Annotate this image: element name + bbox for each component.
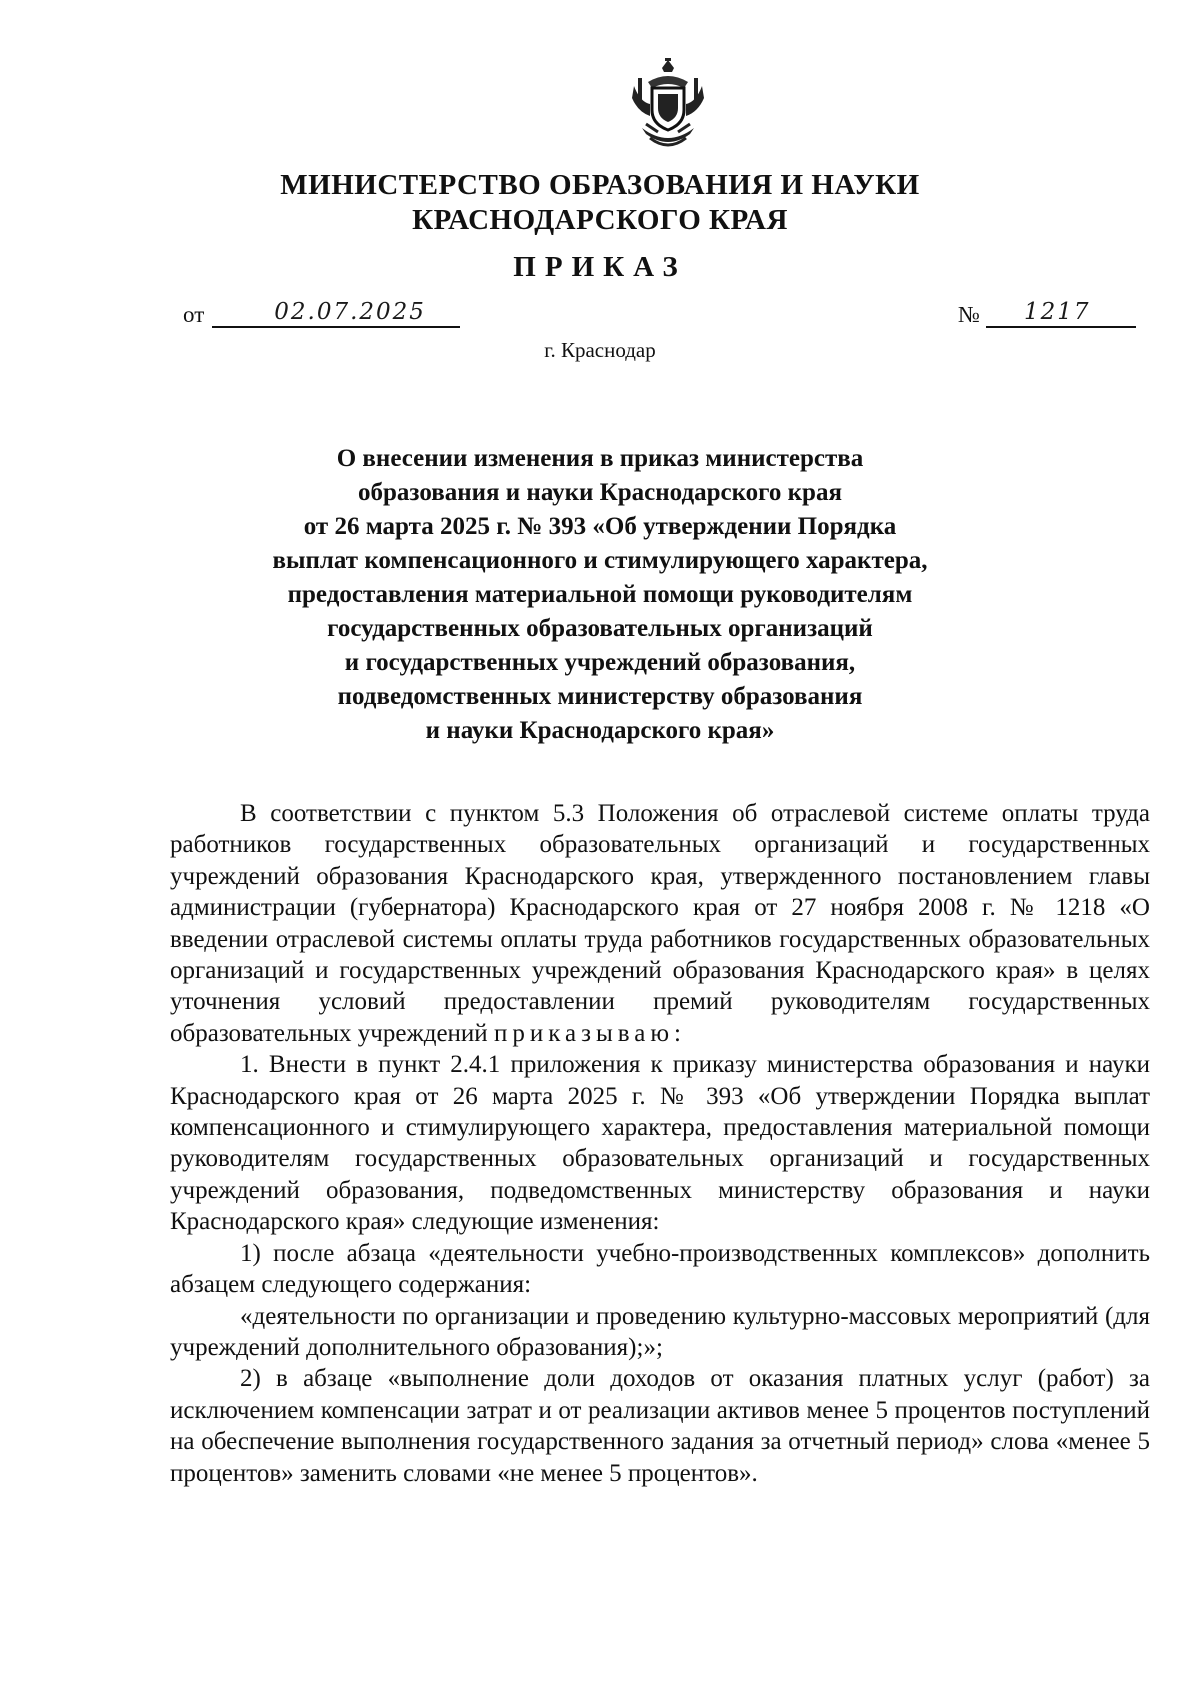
title-line: от 26 марта 2025 г. № 393 «Об утверждении Порядка: [303, 513, 897, 540]
preamble-text: В соответствии с пунктом 5.3 Положения об отраслевой системе оплаты труда работников государственных образовательных организаций и государственных учреждений образования Краснодарского края, утвержденного постановлением главы администрации (губернатора) Краснодарского края от 27 ноября 2008 г. № 1218 «О введении отраслевой системы оплаты труда работников государственных образовательных организаций и государственных учреждений образования Краснодарского края» в целях уточнения условий предоставлении премий руководителям государственных образовательных учреждений: [170, 800, 1150, 1047]
title-line: образования и науки Краснодарского края: [358, 479, 842, 506]
order-body: [170, 798, 1150, 1489]
order-title: [0, 442, 1200, 748]
order-word: приказываю:: [493, 1019, 686, 1047]
item-1-1-quote: «деятельности по организации и проведению культурно-массовых мероприятий (для учреждений дополнительного образования);»;: [170, 1302, 1150, 1361]
city: г. Краснодар: [544, 338, 656, 362]
order-number: [958, 298, 1136, 328]
title-line: подведомственных министерству образования: [337, 683, 863, 710]
title-line: и государственных учреждений образования,: [344, 649, 856, 676]
title-line: государственных образовательных организаций: [327, 615, 873, 642]
item-1-1-paragraph: 1) после абзаца «деятельности учебно-производственных комплексов» дополнить абзацем следующего содержания:: [170, 1239, 1150, 1299]
ministry-line-1: МИНИСТЕРСТВО ОБРАЗОВАНИЯ И НАУКИ: [280, 169, 920, 201]
number-line: [986, 298, 1136, 328]
number-prefix: №: [958, 302, 980, 327]
coat-of-arms-icon: [628, 58, 708, 154]
order-date: [183, 298, 460, 328]
item-1-2-paragraph: 2) в абзаце «выполнение доли доходов от оказания платных услуг (работ) за исключением компенсации затрат и от реализации активов менее 5 процентов поступлений на обеспечение выполнения государственного задания за отчетный период» слова «менее 5 процентов» заменить словами «не менее 5 процентов».: [170, 1365, 1150, 1487]
title-line: выплат компенсационного и стимулирующего характера,: [272, 547, 928, 574]
number-handwritten: 1217: [1023, 299, 1091, 325]
ministry-name: [0, 168, 1200, 238]
preamble-paragraph: [170, 798, 1150, 1049]
title-line: предоставления материальной помощи руководителям: [287, 581, 913, 608]
date-handwritten: 02.07.2025: [274, 299, 426, 325]
document-type: ПРИКАЗ: [513, 251, 687, 283]
title-line: О внесении изменения в приказ министерства: [336, 445, 864, 472]
date-prefix: от: [183, 302, 205, 327]
date-line: [212, 298, 460, 328]
title-line: и науки Краснодарского края»: [425, 717, 775, 744]
item-1-paragraph: 1. Внести в пункт 2.4.1 приложения к приказу министерства образования и науки Краснодарского края от 26 марта 2025 г. № 393 «Об утверждении Порядка выплат компенсационного и стимулирующего характера, предоставления материальной помощи руководителям государственных образовательных организаций и государственных учреждений образования, подведомственных министерству образования и науки Краснодарского края» следующие изменения:: [170, 1051, 1150, 1236]
ministry-line-2: КРАСНОДАРСКОГО КРАЯ: [412, 204, 788, 236]
